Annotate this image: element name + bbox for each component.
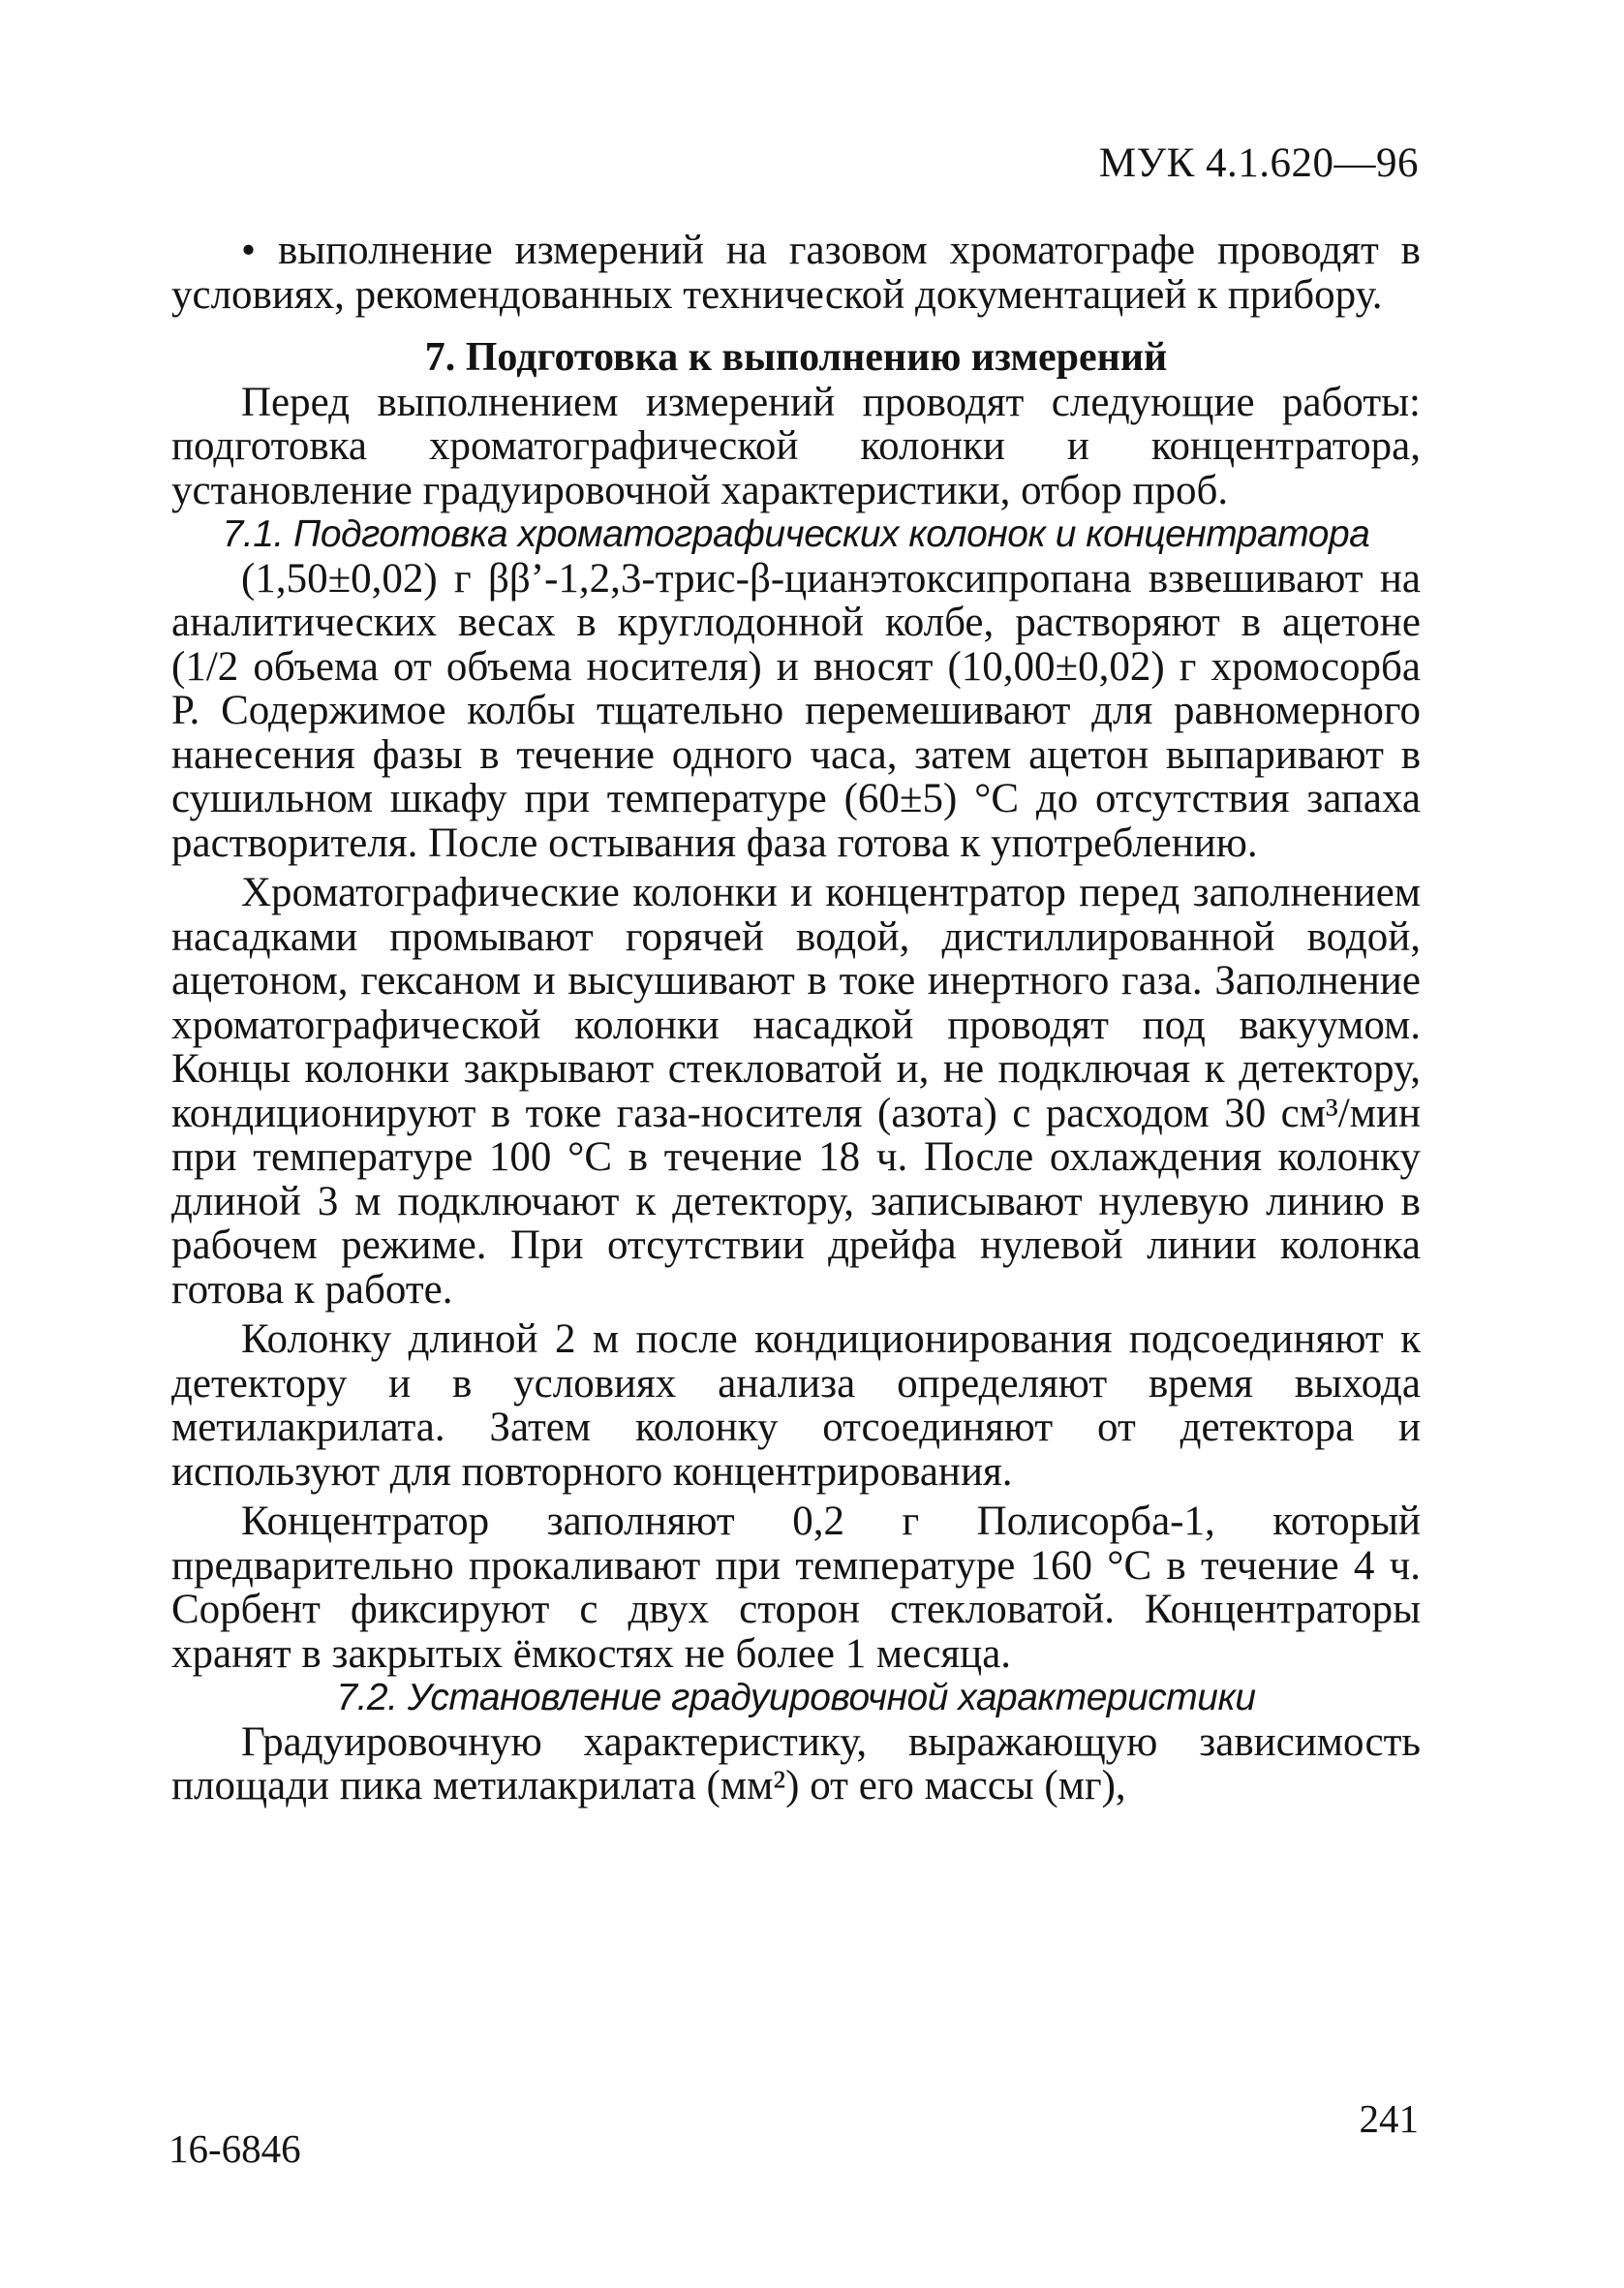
section-7-1-paragraph-4: Концентратор заполняют 0,2 г Полисорба-1, который предварительно прокаливают при температуре 160 °С в течение 4 ч. Сорбент фиксируют с двух сторон стекловатой. Концентраторы хранят в закрытых ёмкостях не более 1 месяца. <box>171 1499 1421 1677</box>
section-7-2-paragraph-1: Градуировочную характеристику, выражающую зависимость площади пика метилакрилата (мм²) от его массы (мг), <box>171 1718 1421 1809</box>
section-7-1-paragraph-3: Колонку длиной 2 м после кондиционирования подсоединяют к детектору и в условиях анализа определяют время выхода метилакрилата. Затем колонку отсоединяют от детектора и используют для повторного концентрирования. <box>171 1316 1421 1495</box>
signature-mark: 16-6846 <box>169 2126 301 2171</box>
bullet-paragraph: • выполнение измерений на газовом хроматографе проводят в условиях, рекомендованных технической документацией к прибору. <box>171 228 1421 318</box>
section-7-1-paragraph-2: Хроматографические колонки и концентратор перед заполнением насадками промывают горячей водой, дистиллированной водой, ацетоном, гексаном и высушивают в токе инертного газа. Заполнение хроматографической колонки насадкой проводят под вакуумом. Концы колонки закрывают стекловатой и, не подключая к детектору, кондиционируют в токе газа-носителя (азота) с расходом 30 см³/мин при температуре 100 °С в течение 18 ч. После охлаждения колонку длиной 3 м подключают к детектору, записывают нулевую линию в рабочем режиме. При отсутствии дрейфа нулевой линии колонка готова к работе. <box>171 870 1421 1313</box>
document-body <box>171 229 1421 1809</box>
section-7-2-heading: 7.2. Установление градуировочной характеристики <box>336 1677 1256 1718</box>
page-number: 241 <box>1359 2096 1419 2141</box>
section-7-1-paragraph-1: (1,50±0,02) г ββ’-1,2,3-трис-β-цианэтоксипропана взвешивают на аналитических весах в круглодонной колбе, растворяют в ацетоне (1/2 объема от объема носителя) и вносят (10,00±0,02) г хромосорба Р. Содержимое колбы тщательно перемешивают для равномерного нанесения фазы в течение одного часа, затем ацетон выпаривают в сушильном шкафу при температуре (60±5) °С до отсутствия запаха растворителя. После остывания фаза готова к употреблению. <box>171 555 1421 866</box>
section-7-heading: 7. Подготовка к выполнению измерений <box>424 335 1168 380</box>
section-7-intro-paragraph: Перед выполнением измерений проводят следующие работы: подготовка хроматографической колонки и концентратора, установление градуировочной характеристики, отбор проб. <box>171 379 1421 513</box>
section-7-1-heading: 7.1. Подготовка хроматографических колонок и концентратора <box>222 513 1370 555</box>
document-code-header: МУК 4.1.620—96 <box>1098 140 1419 186</box>
